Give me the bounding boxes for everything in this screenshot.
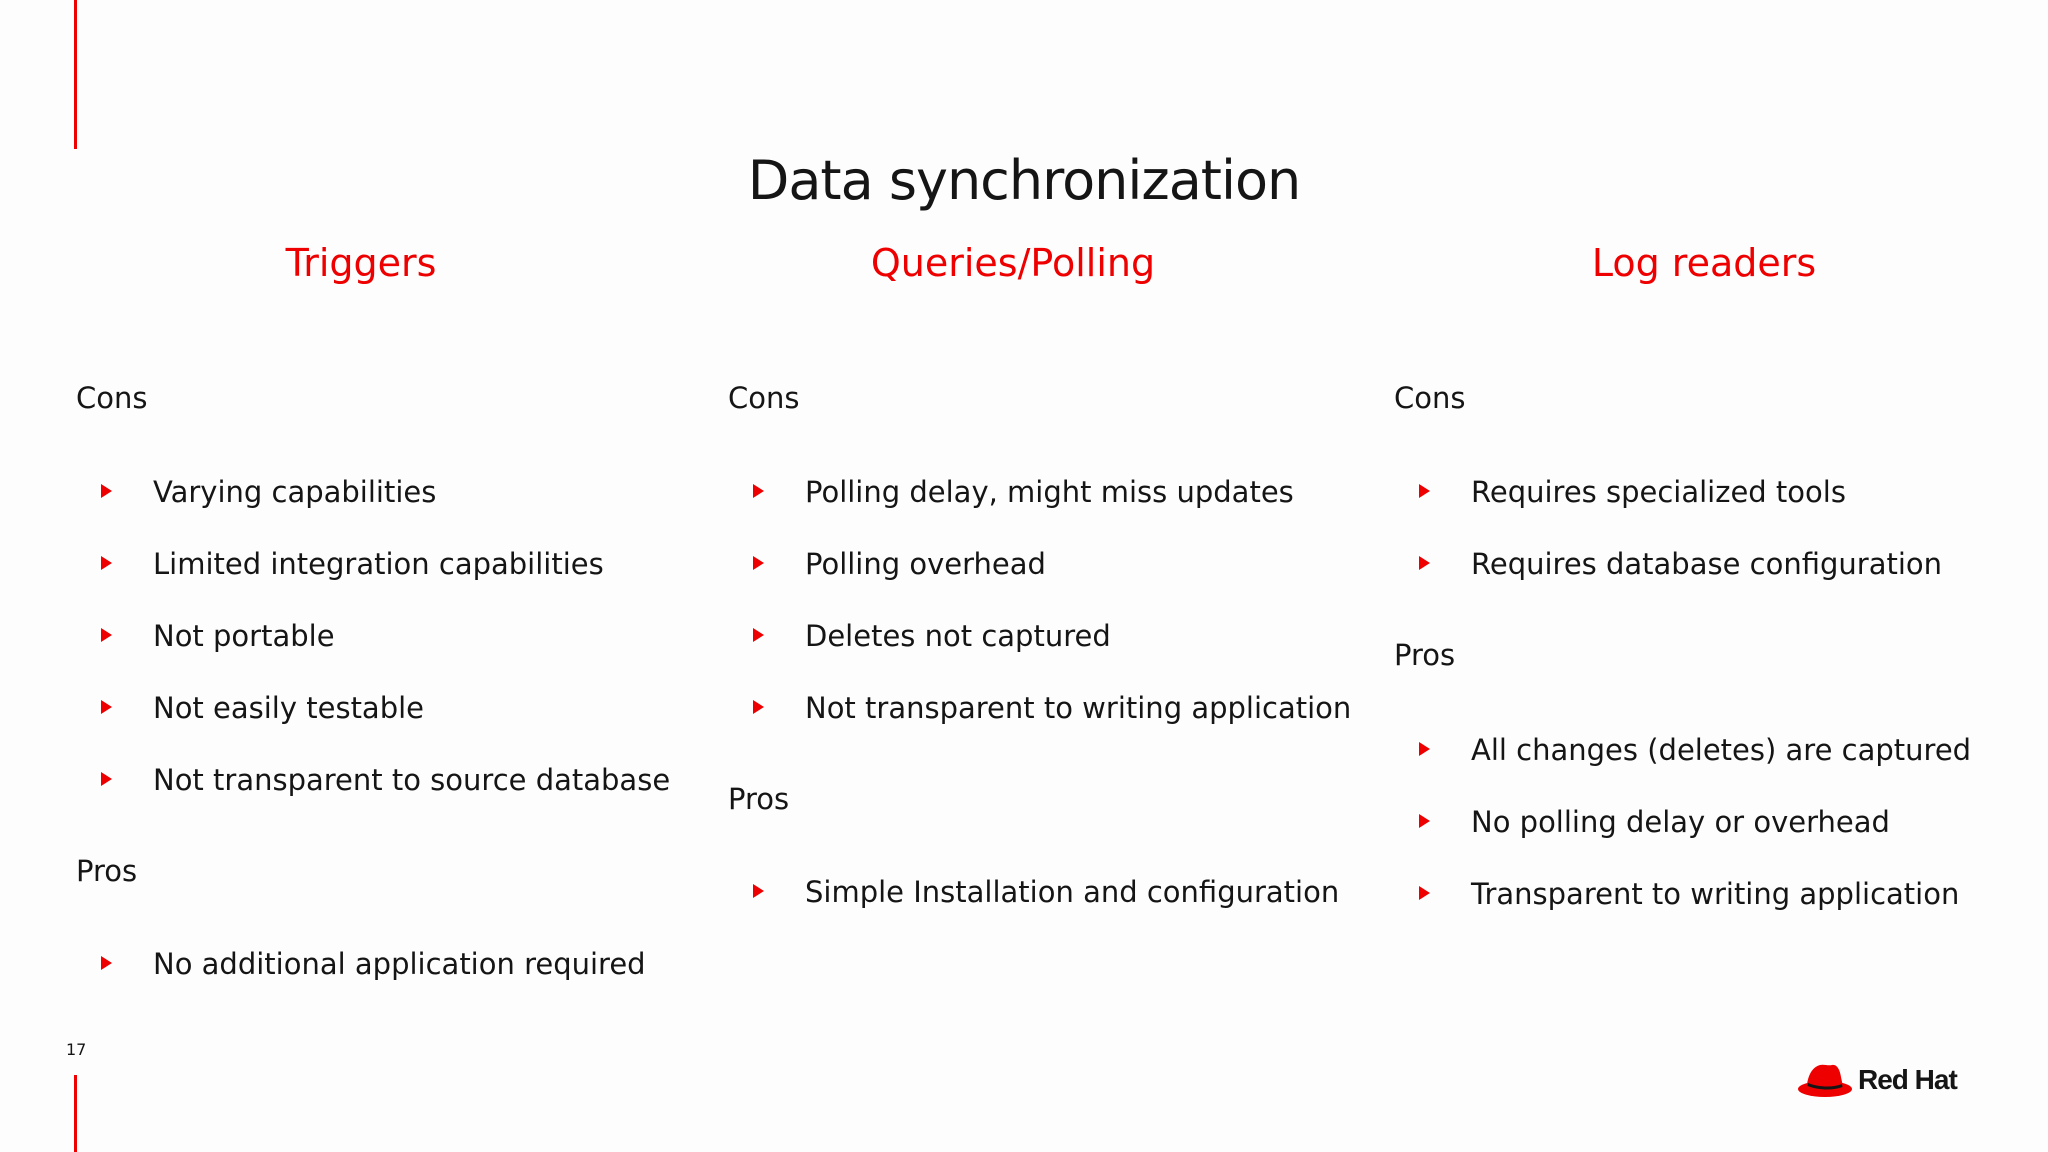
list-item-text: Polling delay, might miss updates	[805, 475, 1294, 509]
list-item-text: Not transparent to source database	[153, 763, 671, 797]
slide-title: Data synchronization	[747, 149, 1301, 212]
bullet-arrow-icon	[101, 628, 112, 642]
bullet-arrow-icon	[1419, 484, 1430, 498]
section-label-pros: Pros	[728, 782, 790, 816]
bullet-arrow-icon	[101, 484, 112, 498]
list-item-text: All changes (deletes) are captured	[1471, 733, 1972, 767]
bullet-arrow-icon	[101, 700, 112, 714]
list-item-text: Requires specialized tools	[1471, 475, 1846, 509]
bullet-arrow-icon	[753, 484, 764, 498]
red-hat-logo	[1796, 1058, 1966, 1102]
list-item-text: Deletes not captured	[805, 619, 1111, 653]
list-item-text: Limited integration capabilities	[153, 547, 604, 581]
red-hat-fedora-icon	[1796, 1058, 1854, 1102]
column-heading-log-readers: Log readers	[1591, 241, 1817, 285]
section-label-pros: Pros	[76, 854, 138, 888]
accent-rule-bottom	[74, 1075, 77, 1152]
page-number: 17	[66, 1040, 87, 1059]
list-item-text: Not easily testable	[153, 691, 425, 725]
section-label-cons: Cons	[1394, 381, 1466, 415]
section-label-pros: Pros	[1394, 638, 1456, 672]
list-item-text: Not portable	[153, 619, 335, 653]
list-item-text: Not transparent to writing application	[805, 691, 1352, 725]
accent-rule-top	[74, 0, 77, 149]
list-item-text: No additional application required	[153, 947, 646, 981]
bullet-arrow-icon	[753, 628, 764, 642]
section-label-cons: Cons	[76, 381, 148, 415]
section-label-cons: Cons	[728, 381, 800, 415]
bullet-arrow-icon	[1419, 556, 1430, 570]
logo-wordmark: Red Hat	[1858, 1064, 1957, 1095]
bullet-arrow-icon	[1419, 814, 1430, 828]
bullet-arrow-icon	[753, 700, 764, 714]
list-item-text: Varying capabilities	[153, 475, 437, 509]
list-item-text: Requires database configuration	[1471, 547, 1943, 581]
bullet-arrow-icon	[1419, 886, 1430, 900]
column-heading-queries-polling: Queries/Polling	[870, 241, 1156, 285]
bullet-arrow-icon	[753, 556, 764, 570]
bullet-arrow-icon	[1419, 742, 1430, 756]
bullet-arrow-icon	[753, 884, 764, 898]
bullet-arrow-icon	[101, 772, 112, 786]
column-heading-triggers: Triggers	[285, 241, 437, 285]
list-item-text: Transparent to writing application	[1471, 877, 1960, 911]
list-item-text: Simple Installation and configuration	[805, 875, 1340, 909]
list-item-text: Polling overhead	[805, 547, 1046, 581]
bullet-arrow-icon	[101, 956, 112, 970]
bullet-arrow-icon	[101, 556, 112, 570]
list-item-text: No polling delay or overhead	[1471, 805, 1890, 839]
